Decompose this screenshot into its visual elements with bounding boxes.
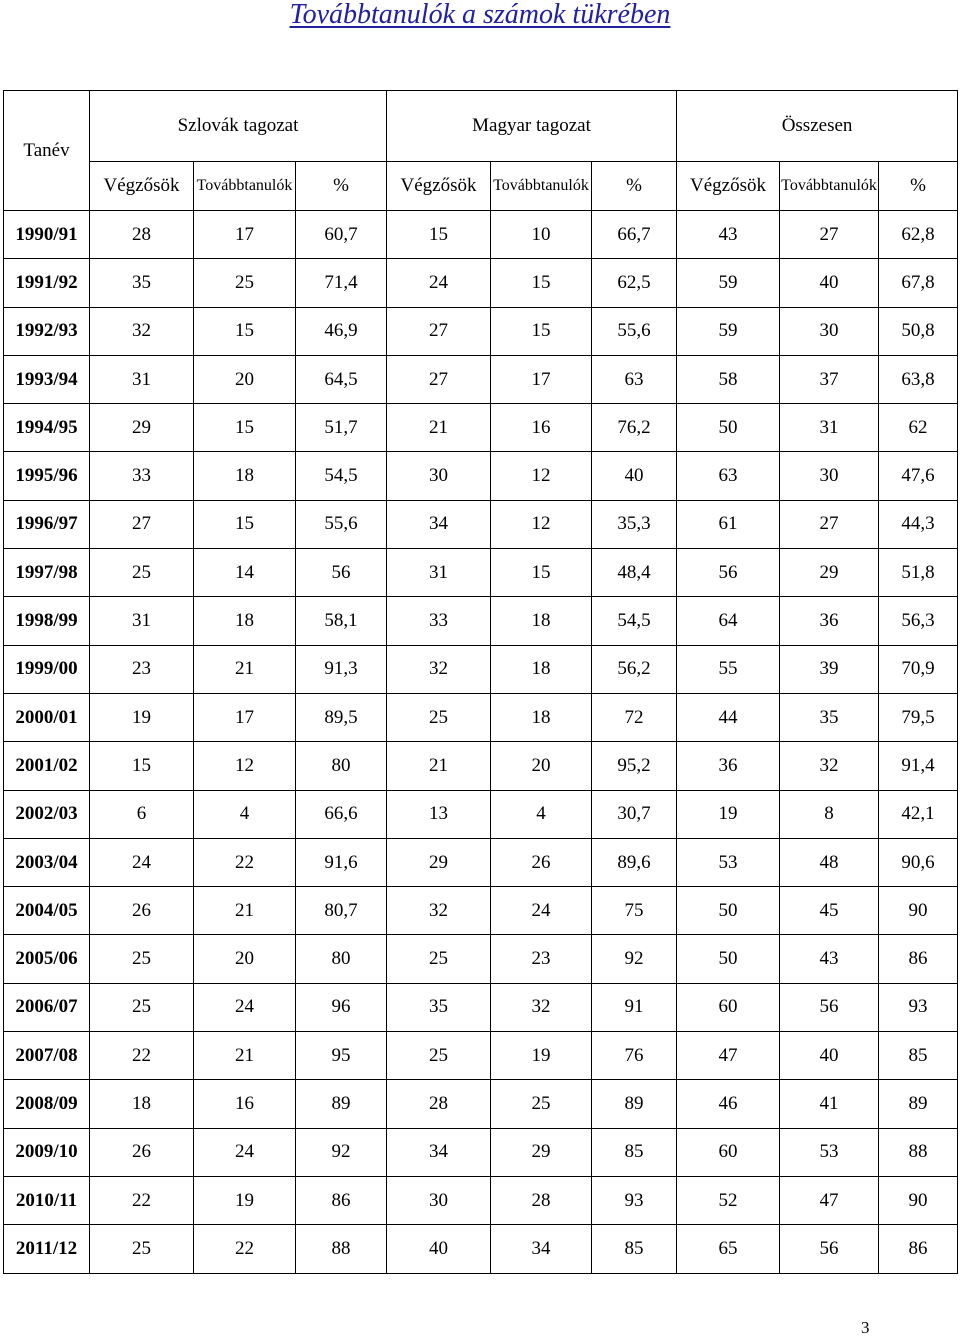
table-row [4,597,958,645]
table-row [4,1128,958,1176]
value-cell: 32 [780,742,879,790]
value-cell: 21 [387,404,491,452]
value-cell: 12 [491,500,592,548]
year-cell: 1990/91 [4,211,90,259]
table-row [4,549,958,597]
value-cell: 35 [387,983,491,1031]
value-cell: 50,8 [879,307,958,355]
value-cell: 19 [194,1176,296,1224]
value-cell: 95 [296,1032,387,1080]
value-cell: 28 [491,1176,592,1224]
table-row [4,211,958,259]
value-cell: 31 [780,404,879,452]
value-cell: 89 [296,1080,387,1128]
value-cell: 31 [90,355,194,403]
value-cell: 63 [677,452,780,500]
table-row [4,307,958,355]
value-cell: 33 [90,452,194,500]
value-cell: 70,9 [879,645,958,693]
value-cell: 26 [90,887,194,935]
value-cell: 18 [491,597,592,645]
value-cell: 90,6 [879,838,958,886]
value-cell: 12 [491,452,592,500]
value-cell: 56 [296,549,387,597]
value-cell: 32 [387,645,491,693]
value-cell: 91,3 [296,645,387,693]
value-cell: 43 [780,935,879,983]
value-cell: 4 [194,790,296,838]
value-cell: 18 [194,452,296,500]
value-cell: 62 [879,404,958,452]
value-cell: 80 [296,935,387,983]
table-row [4,1225,958,1273]
group-header-slovak: Szlovák tagozat [90,91,387,162]
value-cell: 55,6 [296,500,387,548]
value-cell: 56 [780,983,879,1031]
value-cell: 24 [90,838,194,886]
value-cell: 46 [677,1080,780,1128]
value-cell: 53 [780,1128,879,1176]
value-cell: 50 [677,887,780,935]
page-title-text: Továbbtanulók a számok tükrében [289,0,671,30]
value-cell: 22 [194,1225,296,1273]
value-cell: 67,8 [879,259,958,307]
value-cell: 25 [90,935,194,983]
value-cell: 96 [296,983,387,1031]
value-cell: 20 [194,355,296,403]
value-cell: 21 [194,645,296,693]
value-cell: 17 [194,693,296,741]
value-cell: 29 [387,838,491,886]
value-cell: 86 [879,935,958,983]
value-cell: 48,4 [592,549,677,597]
year-column-header: Tanév [4,91,90,211]
value-cell: 65 [677,1225,780,1273]
value-cell: 15 [90,742,194,790]
table-row [4,742,958,790]
value-cell: 63 [592,355,677,403]
value-cell: 54,5 [592,597,677,645]
value-cell: 59 [677,259,780,307]
value-cell: 51,8 [879,549,958,597]
value-cell: 89,5 [296,693,387,741]
value-cell: 33 [387,597,491,645]
value-cell: 27 [90,500,194,548]
value-cell: 12 [194,742,296,790]
group-header-total: Összesen [677,91,958,162]
subheader-percent: % [296,162,387,211]
value-cell: 93 [592,1176,677,1224]
year-cell: 2011/12 [4,1225,90,1273]
value-cell: 56 [780,1225,879,1273]
value-cell: 44 [677,693,780,741]
value-cell: 15 [491,549,592,597]
value-cell: 30,7 [592,790,677,838]
year-cell: 1995/96 [4,452,90,500]
value-cell: 34 [491,1225,592,1273]
value-cell: 42,1 [879,790,958,838]
value-cell: 15 [491,259,592,307]
value-cell: 90 [879,887,958,935]
page-number: 3 [861,1318,870,1337]
value-cell: 79,5 [879,693,958,741]
value-cell: 25 [491,1080,592,1128]
value-cell: 80,7 [296,887,387,935]
value-cell: 92 [592,935,677,983]
value-cell: 15 [194,307,296,355]
year-cell: 2006/07 [4,983,90,1031]
value-cell: 18 [194,597,296,645]
value-cell: 59 [677,307,780,355]
subcolumn-header-row [4,162,958,211]
value-cell: 50 [677,404,780,452]
value-cell: 27 [387,355,491,403]
value-cell: 24 [387,259,491,307]
value-cell: 17 [491,355,592,403]
value-cell: 44,3 [879,500,958,548]
value-cell: 88 [879,1128,958,1176]
value-cell: 31 [387,549,491,597]
table-row [4,790,958,838]
value-cell: 19 [677,790,780,838]
value-cell: 31 [90,597,194,645]
value-cell: 37 [780,355,879,403]
value-cell: 25 [387,693,491,741]
value-cell: 93 [879,983,958,1031]
value-cell: 22 [194,838,296,886]
value-cell: 66,7 [592,211,677,259]
year-cell: 1994/95 [4,404,90,452]
value-cell: 15 [387,211,491,259]
value-cell: 25 [90,983,194,1031]
value-cell: 25 [194,259,296,307]
value-cell: 25 [90,549,194,597]
value-cell: 30 [780,452,879,500]
value-cell: 86 [879,1225,958,1273]
value-cell: 24 [194,1128,296,1176]
value-cell: 35 [780,693,879,741]
value-cell: 20 [194,935,296,983]
value-cell: 40 [780,259,879,307]
value-cell: 27 [780,211,879,259]
table-row [4,645,958,693]
value-cell: 18 [90,1080,194,1128]
value-cell: 85 [592,1128,677,1176]
value-cell: 18 [491,645,592,693]
year-cell: 2005/06 [4,935,90,983]
subheader-percent: % [592,162,677,211]
value-cell: 56 [677,549,780,597]
value-cell: 36 [677,742,780,790]
value-cell: 47,6 [879,452,958,500]
value-cell: 29 [90,404,194,452]
year-cell: 1998/99 [4,597,90,645]
value-cell: 15 [194,500,296,548]
value-cell: 16 [491,404,592,452]
subheader-graduates: Végzősök [90,162,194,211]
value-cell: 10 [491,211,592,259]
value-cell: 13 [387,790,491,838]
value-cell: 18 [491,693,592,741]
value-cell: 89,6 [592,838,677,886]
value-cell: 80 [296,742,387,790]
value-cell: 21 [194,887,296,935]
value-cell: 71,4 [296,259,387,307]
table-row [4,983,958,1031]
value-cell: 24 [194,983,296,1031]
value-cell: 23 [90,645,194,693]
value-cell: 30 [780,307,879,355]
value-cell: 14 [194,549,296,597]
value-cell: 88 [296,1225,387,1273]
value-cell: 32 [387,887,491,935]
value-cell: 91 [592,983,677,1031]
year-cell: 2007/08 [4,1032,90,1080]
value-cell: 36 [780,597,879,645]
value-cell: 58,1 [296,597,387,645]
year-cell: 1999/00 [4,645,90,693]
value-cell: 35 [90,259,194,307]
value-cell: 86 [296,1176,387,1224]
value-cell: 48 [780,838,879,886]
value-cell: 34 [387,500,491,548]
subheader-continuing: Továbbtanulók [194,162,296,211]
value-cell: 64,5 [296,355,387,403]
value-cell: 89 [592,1080,677,1128]
year-cell: 2000/01 [4,693,90,741]
table-row [4,259,958,307]
value-cell: 62,5 [592,259,677,307]
table-row [4,355,958,403]
value-cell: 19 [491,1032,592,1080]
table-row [4,452,958,500]
table-row [4,404,958,452]
value-cell: 15 [491,307,592,355]
value-cell: 21 [194,1032,296,1080]
value-cell: 20 [491,742,592,790]
value-cell: 4 [491,790,592,838]
year-cell: 2008/09 [4,1080,90,1128]
value-cell: 85 [879,1032,958,1080]
value-cell: 61 [677,500,780,548]
value-cell: 26 [491,838,592,886]
value-cell: 60 [677,983,780,1031]
value-cell: 16 [194,1080,296,1128]
value-cell: 52 [677,1176,780,1224]
value-cell: 27 [387,307,491,355]
subheader-continuing: Továbbtanulók [780,162,879,211]
value-cell: 62,8 [879,211,958,259]
value-cell: 50 [677,935,780,983]
value-cell: 17 [194,211,296,259]
value-cell: 30 [387,1176,491,1224]
year-cell: 2001/02 [4,742,90,790]
year-cell: 1996/97 [4,500,90,548]
year-cell: 2009/10 [4,1128,90,1176]
group-header-row [4,91,958,162]
value-cell: 92 [296,1128,387,1176]
value-cell: 46,9 [296,307,387,355]
value-cell: 39 [780,645,879,693]
value-cell: 60,7 [296,211,387,259]
table-row [4,838,958,886]
value-cell: 63,8 [879,355,958,403]
value-cell: 22 [90,1032,194,1080]
value-cell: 85 [592,1225,677,1273]
value-cell: 32 [90,307,194,355]
value-cell: 89 [879,1080,958,1128]
value-cell: 54,5 [296,452,387,500]
value-cell: 66,6 [296,790,387,838]
table-row [4,693,958,741]
value-cell: 29 [780,549,879,597]
page-title [0,0,960,30]
value-cell: 23 [491,935,592,983]
group-header-hungarian: Magyar tagozat [387,91,677,162]
year-cell: 2010/11 [4,1176,90,1224]
value-cell: 41 [780,1080,879,1128]
value-cell: 32 [491,983,592,1031]
value-cell: 47 [677,1032,780,1080]
value-cell: 91,4 [879,742,958,790]
value-cell: 19 [90,693,194,741]
value-cell: 40 [592,452,677,500]
year-cell: 1991/92 [4,259,90,307]
value-cell: 8 [780,790,879,838]
table-row [4,887,958,935]
value-cell: 6 [90,790,194,838]
year-cell: 1997/98 [4,549,90,597]
table-row [4,935,958,983]
value-cell: 43 [677,211,780,259]
table-row [4,1032,958,1080]
value-cell: 25 [387,935,491,983]
value-cell: 72 [592,693,677,741]
year-cell: 1993/94 [4,355,90,403]
value-cell: 45 [780,887,879,935]
value-cell: 51,7 [296,404,387,452]
value-cell: 40 [387,1225,491,1273]
value-cell: 91,6 [296,838,387,886]
value-cell: 95,2 [592,742,677,790]
value-cell: 24 [491,887,592,935]
subheader-percent: % [879,162,958,211]
value-cell: 35,3 [592,500,677,548]
value-cell: 53 [677,838,780,886]
value-cell: 26 [90,1128,194,1176]
subheader-graduates: Végzősök [387,162,491,211]
value-cell: 56,3 [879,597,958,645]
value-cell: 55 [677,645,780,693]
value-cell: 25 [387,1032,491,1080]
value-cell: 22 [90,1176,194,1224]
value-cell: 47 [780,1176,879,1224]
value-cell: 29 [491,1128,592,1176]
value-cell: 27 [780,500,879,548]
year-cell: 2002/03 [4,790,90,838]
value-cell: 64 [677,597,780,645]
year-cell: 1992/93 [4,307,90,355]
value-cell: 76 [592,1032,677,1080]
subheader-graduates: Végzősök [677,162,780,211]
subheader-continuing: Továbbtanulók [491,162,592,211]
statistics-table [3,90,958,1274]
value-cell: 40 [780,1032,879,1080]
table-row [4,500,958,548]
value-cell: 28 [387,1080,491,1128]
value-cell: 76,2 [592,404,677,452]
value-cell: 15 [194,404,296,452]
year-cell: 2003/04 [4,838,90,886]
value-cell: 56,2 [592,645,677,693]
value-cell: 90 [879,1176,958,1224]
value-cell: 30 [387,452,491,500]
value-cell: 28 [90,211,194,259]
value-cell: 60 [677,1128,780,1176]
value-cell: 21 [387,742,491,790]
year-cell: 2004/05 [4,887,90,935]
table-row [4,1176,958,1224]
value-cell: 34 [387,1128,491,1176]
table-row [4,1080,958,1128]
value-cell: 75 [592,887,677,935]
value-cell: 25 [90,1225,194,1273]
value-cell: 58 [677,355,780,403]
value-cell: 55,6 [592,307,677,355]
